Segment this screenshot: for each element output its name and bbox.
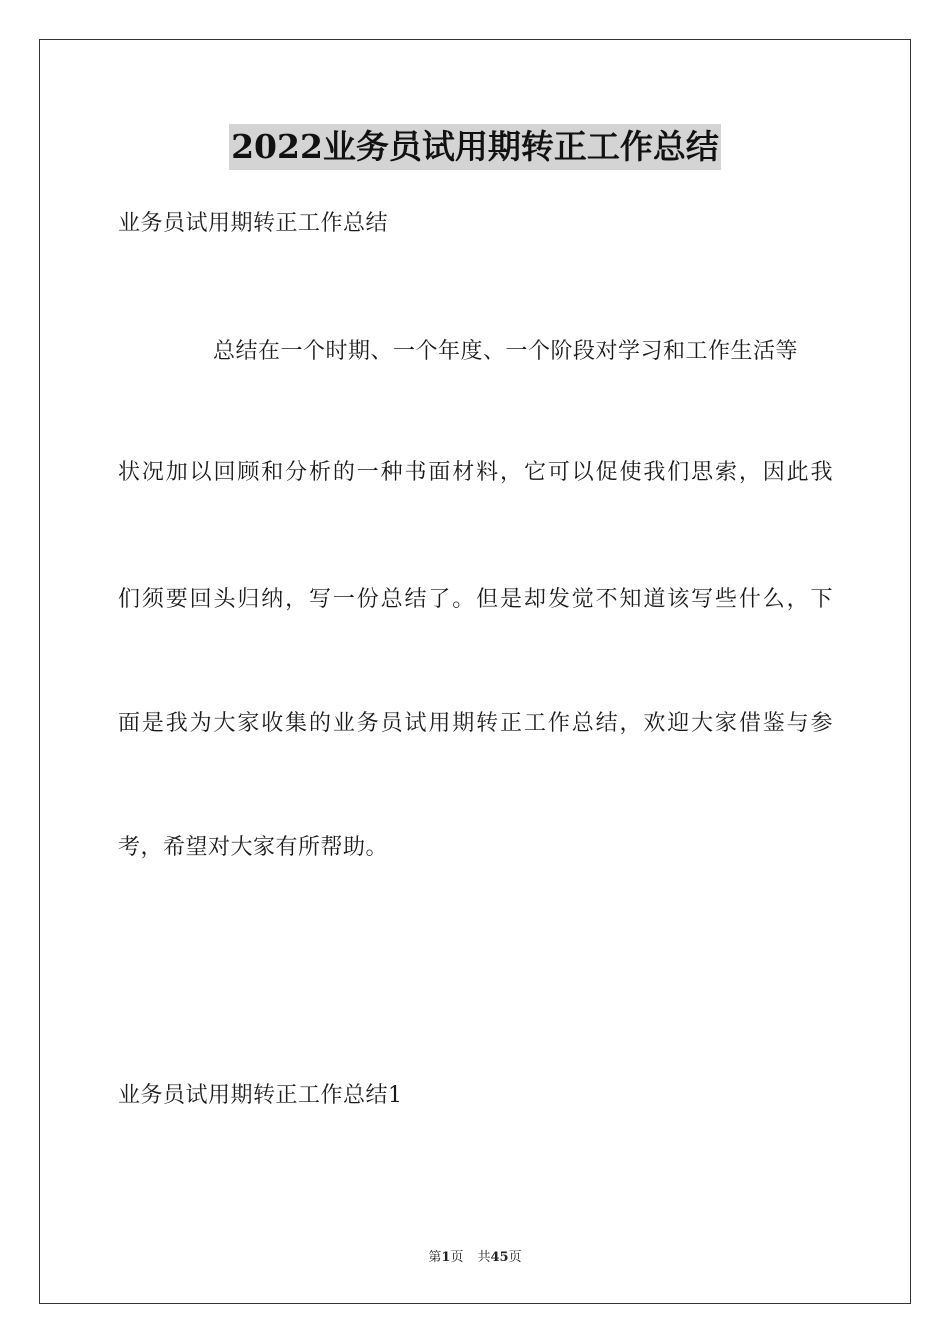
page-footer (0, 1246, 950, 1265)
document-title: 2022业务员试用期转正工作总结 (229, 124, 721, 170)
paragraph-line-5: 考，希望对大家有所帮助。 (118, 835, 389, 860)
section-heading: 业务员试用期转正工作总结1 (118, 1083, 403, 1108)
paragraph-line-1: 总结在一个时期、一个年度、一个阶段对学习和工作生活等 (213, 339, 799, 364)
footer-total-pages: 45 (490, 1250, 509, 1265)
paragraph-line-2: 状况加以回顾和分析的一种书面材料，它可以促使我们思索，因此我 (118, 460, 833, 485)
footer-total-suffix: 页 (508, 1250, 522, 1265)
paragraph-line-3: 们须要回头归纳，写一份总结了。但是却发觉不知道该写些什么，下 (118, 587, 833, 612)
paragraph-line-4: 面是我为大家收集的业务员试用期转正工作总结，欢迎大家借鉴与参 (118, 711, 833, 736)
footer-page-prefix: 第 (428, 1250, 442, 1265)
footer-page-number: 1 (441, 1250, 451, 1265)
title-wrap (0, 124, 950, 170)
footer-page-suffix: 页 (450, 1250, 464, 1265)
document-subtitle: 业务员试用期转正工作总结 (118, 211, 389, 236)
footer-total-prefix: 共 (477, 1250, 491, 1265)
